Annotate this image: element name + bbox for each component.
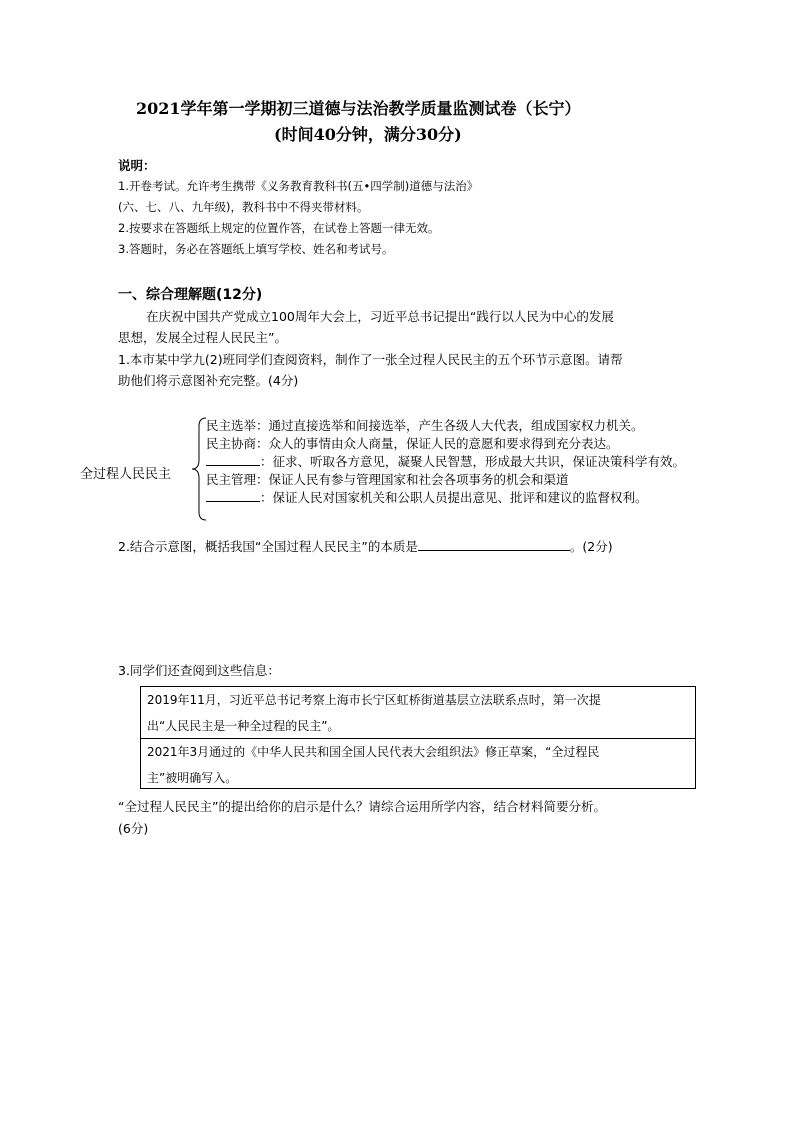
page-subtitle: (时间40分钟，满分30分) (274, 125, 462, 144)
diagram-item-election: 民主选举：通过直接选举和间接选举，产生各级人大代表，组成国家权力机关。 (206, 418, 644, 433)
answer-blank-1[interactable] (206, 453, 260, 466)
diagram-item-decision: ：征求、听取各方意见，凝聚人民智慧，形成最大共识，保证决策科学有效。 (206, 452, 685, 470)
answer-blank-3[interactable] (418, 538, 570, 551)
material-box-2-line-1: 2021年3月通过的《中华人民共和国全国人民代表大会组织法》修正草案，“全过程民 (147, 745, 600, 759)
instruction-line-3: 2.按要求在答题纸上规定的位置作答，在试卷上答题一律无效。 (118, 221, 440, 235)
instruction-line-1: 1.开卷考试。允许考生携带《义务教育教科书(五•四学制)道德与法治》 (118, 179, 479, 193)
section-heading: 一、综合理解题(12分) (118, 287, 263, 303)
material-box-2-line-2: 主”被明确写入。 (147, 771, 238, 785)
question-1-line-2: 助他们将示意图补充完整。(4分) (118, 373, 299, 388)
diagram-item-management: 民主管理：保证人民有参与管理国家和社会各项事务的机会和渠道 (206, 472, 569, 487)
material-box-1-line-2: 出“人民民主是一种全过程的民主”。 (147, 719, 340, 733)
diagram-item-consultation: 民主协商：众人的事情由众人商量，保证人民的意愿和要求得到充分表达。 (206, 436, 619, 451)
instruction-line-4: 3.答题时，务必在答题纸上填写学校、姓名和考试号。 (118, 242, 394, 256)
intro-line-1: 在庆祝中国共产党成立100周年大会上，习近平总书记提出“践行以人民为中心的发展 (146, 309, 614, 324)
material-box-2 (140, 738, 696, 789)
instructions-heading: 说明： (118, 158, 156, 173)
material-box-1-line-1: 2019年11月，习近平总书记考察上海市长宁区虹桥街道基层立法联系点时，第一次提 (147, 693, 601, 707)
page-title: 2021学年第一学期初三道德与法治教学质量监测试卷（长宁） (136, 99, 581, 118)
answer-blank-2[interactable] (206, 489, 260, 502)
diagram-root-label: 全过程人民民主 (80, 467, 172, 482)
instruction-line-2: (六、七、八、九年级)，教科书中不得夹带材料。 (118, 200, 369, 214)
question-3-score: (6分) (118, 821, 149, 836)
question-3-intro: 3.同学们还查阅到这些信息： (118, 663, 280, 678)
question-2: 2.结合示意图，概括我国“全国过程人民民主”的本质是 。(2分) (118, 539, 613, 554)
question-3-prompt: “全过程人民民主”的提出给你的启示是什么？请综合运用所学内容，结合材料简要分析。 (118, 799, 606, 814)
diagram-item-supervision: ：保证人民对国家机关和公职人员提出意见、批评和建议的监督权利。 (206, 488, 648, 506)
material-box-1 (140, 686, 696, 739)
intro-line-2: 思想，发展全过程人民民主”。 (118, 330, 287, 345)
question-1-line-1: 1.本市某中学九(2)班同学们查阅资料，制作了一张全过程人民民主的五个环节示意图。请帮 (118, 352, 623, 367)
